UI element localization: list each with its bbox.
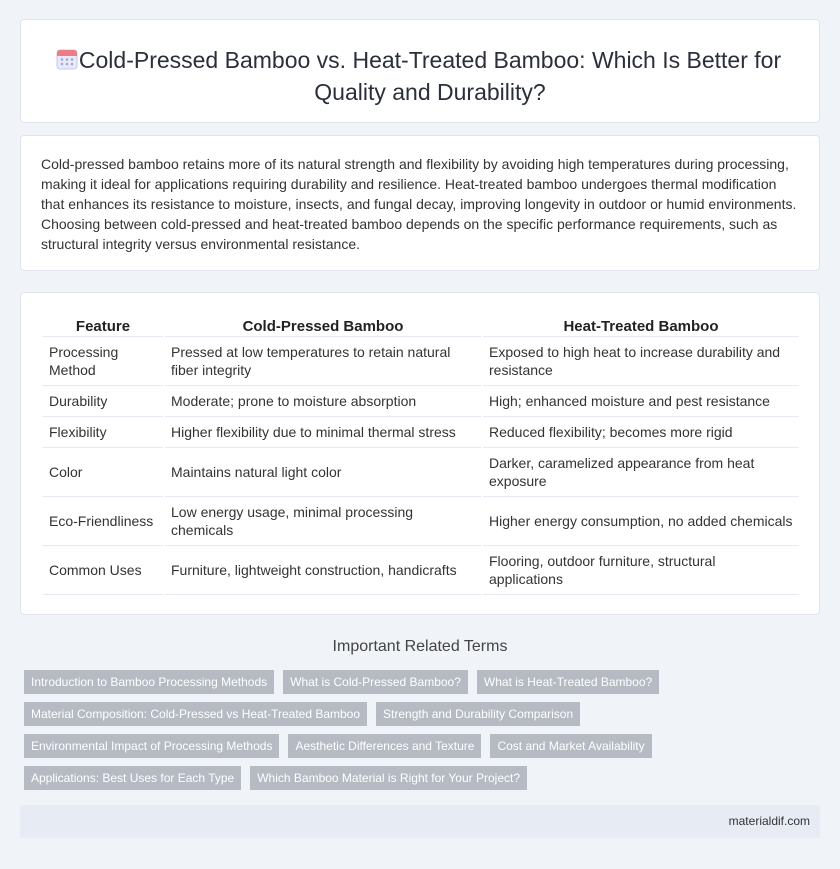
tag-row [24, 702, 824, 726]
cold-pressed-cell: Maintains natural light color [165, 448, 481, 497]
related-terms-heading: Important Related Terms [332, 638, 508, 655]
table-row [43, 497, 799, 546]
tag-row [24, 670, 824, 694]
heat-treated-cell: Flooring, outdoor furniture, structural applications [483, 546, 799, 595]
related-term-tag[interactable]: Which Bamboo Material is Right for Your Project? [250, 766, 527, 790]
page-title: Cold-Pressed Bamboo vs. Heat-Treated Bamboo: Which Is Better for Quality and Durability? [78, 47, 782, 105]
feature-cell: Flexibility [43, 417, 163, 448]
header-heat-treated: Heat-Treated Bamboo [483, 313, 799, 337]
feature-cell: Eco-Friendliness [43, 497, 163, 546]
related-term-tag[interactable]: Cost and Market Availability [490, 734, 651, 758]
tag-row [24, 734, 824, 758]
cold-pressed-cell: Pressed at low temperatures to retain natural fiber integrity [165, 337, 481, 386]
table-row [43, 546, 799, 595]
heat-treated-cell: Higher energy consumption, no added chemicals [483, 497, 799, 546]
feature-cell: Common Uses [43, 546, 163, 595]
tag-row [24, 766, 824, 790]
heat-treated-cell: High; enhanced moisture and pest resistance [483, 386, 799, 417]
related-term-tag[interactable]: Material Composition: Cold-Pressed vs Heat-Treated Bamboo [24, 702, 367, 726]
comparison-table [41, 313, 801, 595]
table-row [43, 337, 799, 386]
heat-treated-cell: Darker, caramelized appearance from heat exposure [483, 448, 799, 497]
header-cold-pressed: Cold-Pressed Bamboo [165, 313, 481, 337]
table-header-row [43, 313, 799, 337]
footer [20, 805, 820, 838]
table-row [43, 386, 799, 417]
footer-site-name[interactable]: materialdif.com [728, 814, 810, 828]
cold-pressed-cell: Moderate; prone to moisture absorption [165, 386, 481, 417]
cold-pressed-cell: Higher flexibility due to minimal thermal stress [165, 417, 481, 448]
cold-pressed-cell: Furniture, lightweight construction, handicrafts [165, 546, 481, 595]
comparison-card [20, 292, 820, 615]
related-term-tag[interactable]: Introduction to Bamboo Processing Methods [24, 670, 274, 694]
feature-cell: Durability [43, 386, 163, 417]
feature-cell: Processing Method [43, 337, 163, 386]
header-feature: Feature [43, 313, 163, 337]
related-term-tag[interactable]: Aesthetic Differences and Texture [288, 734, 481, 758]
title-card [20, 19, 820, 123]
related-term-tag[interactable]: Applications: Best Uses for Each Type [24, 766, 241, 790]
related-terms-list [24, 670, 824, 798]
intro-card [20, 135, 820, 271]
table-row [43, 417, 799, 448]
related-term-tag[interactable]: What is Heat-Treated Bamboo? [477, 670, 659, 694]
intro-paragraph: Cold-pressed bamboo retains more of its natural strength and flexibility by avoiding high temperatures during processing, making it ideal for applications requiring durability and resilience. Heat-treated bamboo undergoes thermal modification that enhances its resistance to moisture, insects, and fungal decay, improving longevity in outdoor or humid environments. Choosing between cold-pressed and heat-treated bamboo depends on the specific performance requirements, such as structural integrity versus environmental resistance. [41, 156, 797, 252]
table-row [43, 448, 799, 497]
heat-treated-cell: Reduced flexibility; becomes more rigid [483, 417, 799, 448]
heat-treated-cell: Exposed to high heat to increase durability and resistance [483, 337, 799, 386]
feature-cell: Color [43, 448, 163, 497]
related-term-tag[interactable]: Strength and Durability Comparison [376, 702, 580, 726]
cold-pressed-cell: Low energy usage, minimal processing chemicals [165, 497, 481, 546]
related-term-tag[interactable]: Environmental Impact of Processing Methods [24, 734, 279, 758]
related-term-tag[interactable]: What is Cold-Pressed Bamboo? [283, 670, 468, 694]
